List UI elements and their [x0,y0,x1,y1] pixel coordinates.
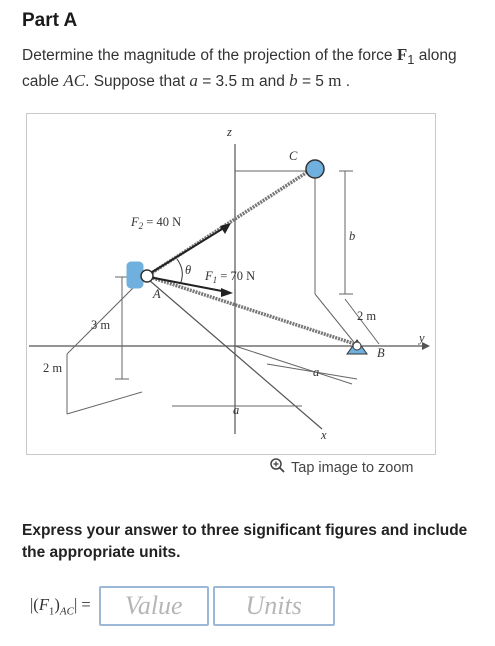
label-2m-right: 2 m [357,309,377,323]
label-f2: $F_2 = 40$ N [131,215,182,231]
answer-row [30,585,335,627]
label-x: x [321,428,327,442]
problem-figure[interactable] [26,113,436,455]
tap-to-zoom[interactable] [270,458,414,477]
answer-label: $|(F_1)_{AC}|$ = [30,594,91,618]
zoom-label: Tap image to zoom [291,459,414,476]
theta-arc [177,259,182,282]
question-text: Determine the magnitude of the projection of the force $F_1$ along cable AC. Suppose that a = 3.5 m and b = 5 m . [22,45,457,91]
value-input[interactable]: Value [99,586,209,626]
a-right-dimension-line [267,364,357,379]
label-y: y [419,331,425,345]
cable-ab [147,276,355,344]
answer-instruction: Express your answer to three significant figures and include the appropriate units. [22,522,468,561]
label-a-bottom: a [233,403,240,417]
label-a-point: A [153,287,161,301]
label-f1: $F_1 = 70$ N [205,269,256,285]
magnifier-icon [270,458,285,477]
label-b-point: B [377,346,385,360]
label-3m: 3 m [91,318,111,332]
label-z: z [227,125,232,139]
support-a-pin [141,270,153,282]
part-title: Part A [22,10,78,31]
label-2m-left: 2 m [43,361,63,375]
units-input[interactable]: Units [213,586,335,626]
figure-diagram [27,114,435,454]
label-c: C [289,149,298,163]
label-b: b [349,229,356,243]
ground-line [235,346,352,384]
label-a-right: a [313,365,320,379]
support-c [306,160,324,178]
label-theta: θ [185,263,192,277]
